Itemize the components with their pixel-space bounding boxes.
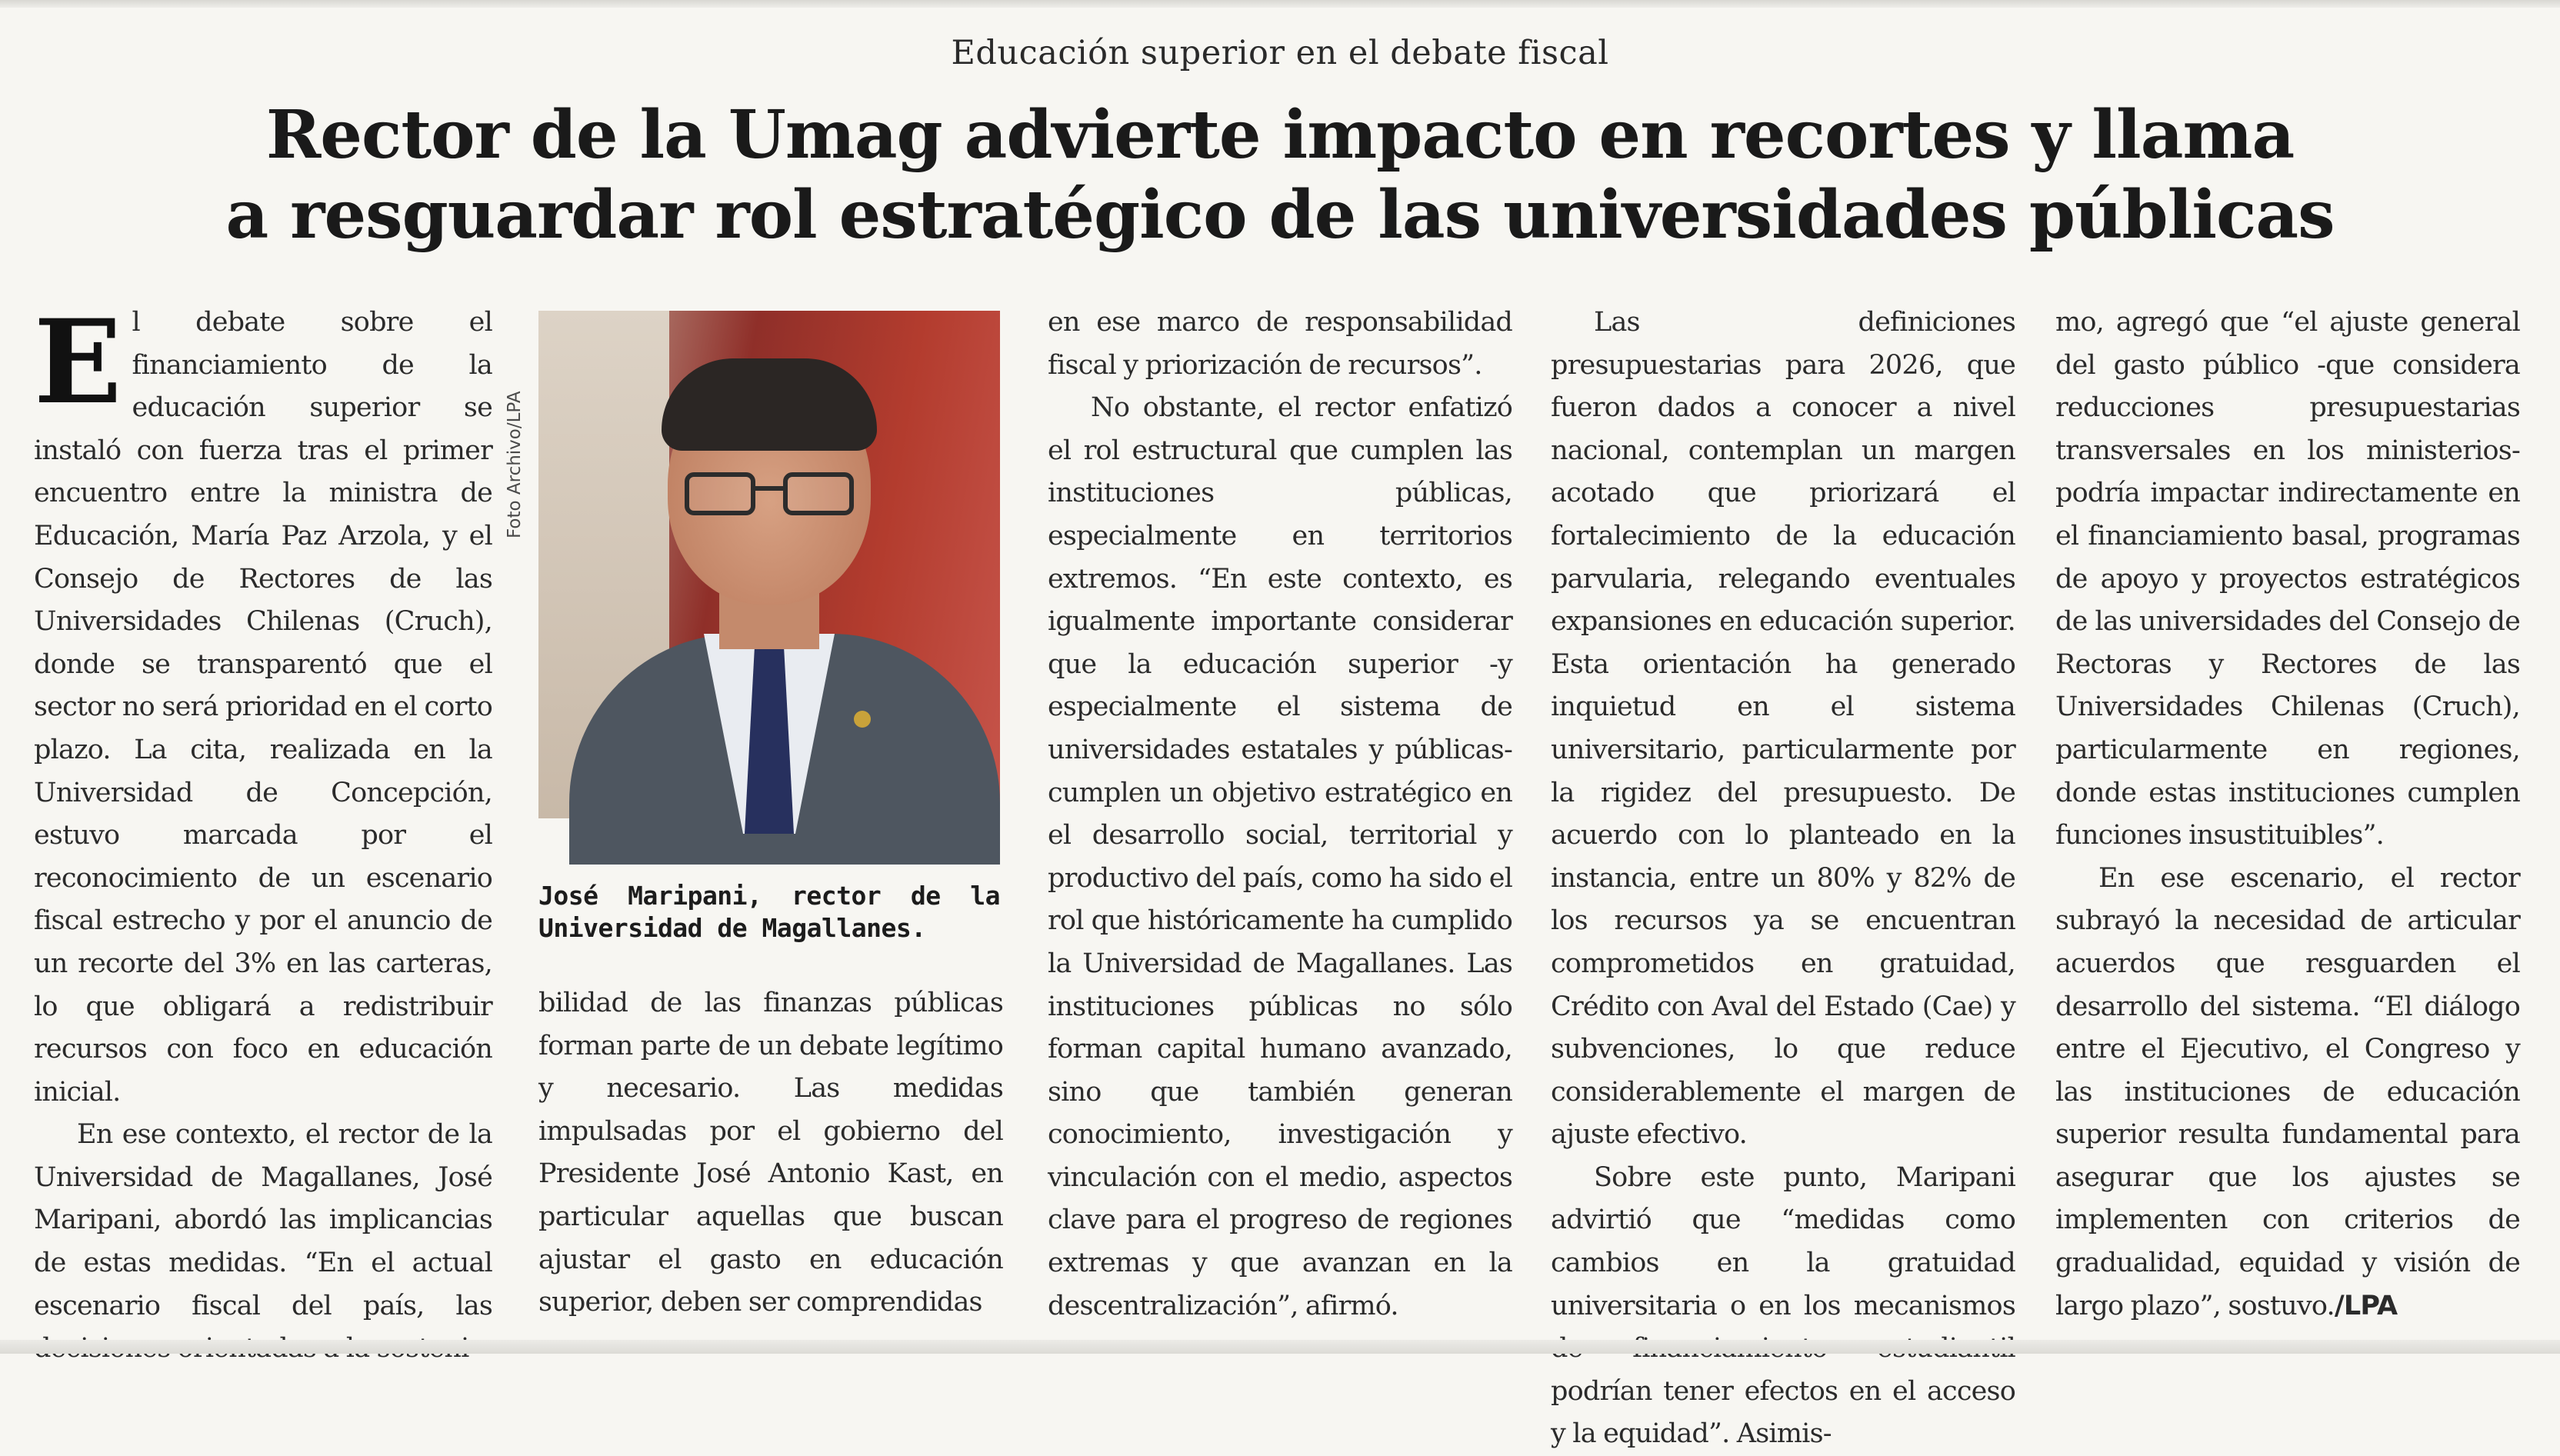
article-column-5 bbox=[2055, 302, 2520, 1328]
paragraph-6: Las definiciones presupuestarias para 2026, que fueron dados a conocer a nivel nacional, contemplan un margen acotado que priorizará el fortalecimiento de la educación parvularia, relegando eventuales expansiones en educación superior. Esta orientación ha generado inquietud en el sistema universitario, particularmente por la rigidez del presupuesto. De acuerdo con lo planteado en la instancia, entre un 80% y 82% de los recursos ya se encuentran comprometidos en gratuidad, Crédito con Aval del Estado (Cae) y subvenciones, lo que reduce considerablemente el margen de ajuste efectivo. bbox=[1551, 307, 2015, 1151]
paragraph-2: En ese contexto, el rector de la Universidad de Magallanes, José Maripani, abordó las implicancias de estas medidas. “En el actual escenario fiscal del país, las bbox=[34, 1119, 492, 1321]
paragraph-3: bilidad de las finanzas públicas forman parte de un debate legítimo y necesario. Las medidas impulsadas por el gobierno del Presidente José Antonio Kast, en particular aquellas que buscan ajustar el gasto en educación superior, deben ser comprendidas bbox=[538, 988, 1003, 1318]
kicker: Educación superior en el debate fiscal bbox=[951, 34, 1609, 72]
paragraph-9: En ese escenario, el rector subrayó la necesidad de articular acuerdos que resguarden el desarrollo del sistema. “El diálogo entre el Ejecutivo, el Congreso y las instituciones de educación superior resulta fundamental para asegurar que los ajustes se implementen con criterios de gradualidad, equidad y visión de largo plazo”, sostuvo./LPA bbox=[2055, 862, 2520, 1321]
article-column-4 bbox=[1551, 302, 2015, 1456]
paragraph-5: No obstante, el rector enfatizó el rol estructural que cumplen las instituciones públicas, especialmente en territorios extremos. “En este contexto, es igualmente importante considerar que la educación superior -y especialmente el sistema de universidades estatales y públicas- cumplen un objetivo estratégico en el desarrollo social, territorial y productivo del país, como ha sido el rol que históricamente ha cumplido la Universidad de Magallanes. Las instituciones públicas no sólo forman capital humano avanzado, sino que también generan conocimiento, investigación y vinculación con el medio, aspectos clave para el progreso de regiones extremas y que avanzan en la descentralización”, afirmó. bbox=[1048, 392, 1512, 1321]
bottom-rule bbox=[0, 1340, 2560, 1354]
headline-line-1: Rector de la Umag advierte impacto en recortes y llama bbox=[265, 96, 2295, 174]
photo-credit: Foto Archivo/LPA bbox=[505, 391, 525, 538]
signature: /LPA bbox=[2334, 1290, 2398, 1321]
top-rule bbox=[0, 0, 2560, 8]
article-column-1 bbox=[34, 295, 492, 1371]
paragraph-4: en ese marco de responsabilidad fiscal y priorización de recursos”. bbox=[1048, 307, 1512, 381]
photo-caption: José Maripani, rector de la Universidad de Magallanes. bbox=[538, 881, 1000, 943]
headline-line-2: a resguardar rol estratégico de las universidades públicas bbox=[225, 176, 2335, 254]
article-column-3 bbox=[1048, 302, 1512, 1328]
drop-cap: E bbox=[34, 295, 122, 430]
paragraph-8: mo, agregó que “el ajuste general del gasto público -que considera reducciones presupuestarias transversales en los ministerios- podría impactar indirectamente en el financiamiento basal, programas de apoyo y proyectos estratégicos de las universidades del Consejo de Rectoras y Rectores de las Universidades Chilenas (Cruch), particularmente en regiones, donde estas instituciones cumplen funciones insustituibles”. bbox=[2055, 307, 2520, 851]
paragraph-1: l debate sobre el financiamiento de la educación superior se instaló con fuerza tras el primer encuentro entre la ministra de Educación, María Paz Arzola, y el Consejo de Rectores de las Universidades Chilenas (Cruch), donde se transparentó que el sector no será prioridad en el corto plazo. La cita, realizada en la Universidad de Concepción, estuvo marcada por el reconocimiento de un escenario fiscal estrecho y por el anuncio de un recorte del 3% en las carteras, lo que obligará a redistribuir recursos con foco en educación inicial. bbox=[34, 307, 492, 1108]
paragraph-7: Sobre este punto, Maripani advirtió que “medidas como cambios en la gratuidad universitaria o en los mecanismos podrían tener efectos en el acceso y la equidad”. Asimis- bbox=[1551, 1161, 2015, 1450]
headline bbox=[0, 95, 2560, 255]
article-column-2 bbox=[538, 302, 1003, 1324]
